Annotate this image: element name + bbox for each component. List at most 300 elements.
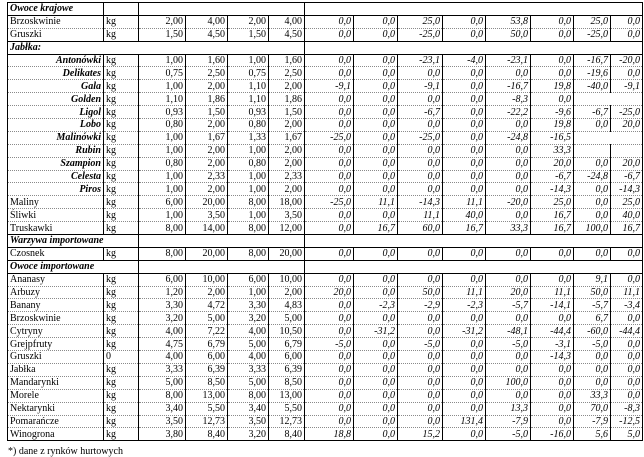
change-cell: -6,7 [531, 170, 574, 183]
change-cell: 16,7 [611, 222, 643, 235]
price-cell: 6,39 [186, 363, 228, 376]
empty-cell [305, 235, 643, 248]
unit-cell [104, 3, 139, 16]
change-cell: 0,0 [305, 15, 354, 28]
product-row [8, 131, 643, 144]
change-cell: 0,0 [354, 389, 398, 402]
price-cell: 12,73 [269, 415, 305, 428]
change-cell: -2,3 [443, 299, 486, 312]
product-row [8, 80, 643, 93]
price-cell: 0,93 [228, 106, 269, 119]
empty-cell [305, 260, 643, 273]
price-cell: 8,40 [269, 428, 305, 441]
unit-cell: kg [104, 222, 139, 235]
change-cell: 0,0 [443, 28, 486, 41]
change-cell: 0,0 [305, 67, 354, 80]
product-row [8, 286, 643, 299]
price-cell: 12,00 [269, 222, 305, 235]
change-cell: 0,0 [486, 363, 531, 376]
change-cell: 0,0 [611, 338, 643, 351]
change-cell: -25,0 [305, 196, 354, 209]
price-cell: 1,00 [139, 170, 186, 183]
product-name-cell: Morele [8, 389, 104, 402]
unit-cell: kg [104, 402, 139, 415]
change-cell: 0,0 [531, 247, 574, 260]
unit-cell: kg [104, 15, 139, 28]
price-cell: 3,33 [228, 363, 269, 376]
change-cell: 0,0 [531, 54, 574, 67]
change-cell: 0,0 [354, 415, 398, 428]
unit-cell: kg [104, 196, 139, 209]
change-cell: 0,0 [531, 402, 574, 415]
change-cell: 0,0 [443, 183, 486, 196]
change-cell: -20,0 [486, 196, 531, 209]
change-cell: 11,1 [398, 209, 443, 222]
price-cell: 4,83 [269, 299, 305, 312]
section-row [8, 41, 643, 54]
change-cell: 0,0 [398, 273, 443, 286]
price-cell: 5,00 [228, 338, 269, 351]
change-cell: 0,0 [443, 363, 486, 376]
change-cell: 0,0 [443, 106, 486, 119]
price-cell: 12,73 [186, 415, 228, 428]
change-cell: 0,0 [443, 376, 486, 389]
price-cell: 8,40 [186, 428, 228, 441]
product-name-cell: Brzoskwinie [8, 312, 104, 325]
unit-cell: kg [104, 299, 139, 312]
change-cell: 0,0 [531, 389, 574, 402]
change-cell: 0,0 [354, 93, 398, 106]
change-cell: 0,0 [398, 183, 443, 196]
unit-cell: kg [104, 325, 139, 338]
footnote: *) dane z rynków hurtowych [8, 446, 123, 457]
product-row [8, 389, 643, 402]
price-cell: 2,00 [186, 80, 228, 93]
price-cell: 8,00 [228, 196, 269, 209]
change-cell: -9,1 [398, 80, 443, 93]
price-cell: 8,00 [139, 247, 186, 260]
change-cell: -31,2 [354, 325, 398, 338]
product-row [8, 338, 643, 351]
change-cell: 0,0 [611, 15, 643, 28]
change-cell: 0,0 [443, 80, 486, 93]
price-cell: 0,75 [228, 67, 269, 80]
product-name-cell: Celesta [8, 170, 104, 183]
change-cell: 0,0 [398, 363, 443, 376]
change-cell: -60,0 [574, 325, 611, 338]
change-cell: -25,0 [398, 131, 443, 144]
unit-cell: kg [104, 376, 139, 389]
change-cell: 0,0 [443, 312, 486, 325]
product-name-cell: Truskawki [8, 222, 104, 235]
change-cell: 0,0 [486, 389, 531, 402]
price-cell: 13,00 [186, 389, 228, 402]
price-cell: 1,86 [186, 93, 228, 106]
change-cell: 11,1 [443, 196, 486, 209]
price-cell: 8,00 [228, 247, 269, 260]
price-cell: 0,80 [139, 119, 186, 132]
change-cell: 0,0 [354, 183, 398, 196]
change-cell: 0,0 [305, 402, 354, 415]
unit-cell: kg [104, 157, 139, 170]
change-cell: 0,0 [305, 389, 354, 402]
change-cell: 0,0 [354, 286, 398, 299]
product-name-cell: Cytryny [8, 325, 104, 338]
unit-cell: kg [104, 389, 139, 402]
change-cell: 11,1 [354, 196, 398, 209]
change-cell: 25,0 [531, 196, 574, 209]
product-row [8, 67, 643, 80]
change-cell: 0,0 [443, 273, 486, 286]
price-cell: 1,50 [186, 106, 228, 119]
change-cell: 33,3 [486, 222, 531, 235]
price-cell: 1,00 [139, 144, 186, 157]
change-cell: 0,0 [354, 28, 398, 41]
change-cell: 0,0 [354, 312, 398, 325]
price-cell: 5,00 [269, 312, 305, 325]
unit-cell: kg [104, 67, 139, 80]
empty-cell [305, 41, 643, 54]
price-cell: 5,00 [228, 376, 269, 389]
change-cell: 0,0 [443, 93, 486, 106]
change-cell: 0,0 [611, 28, 643, 41]
change-cell: 0,0 [398, 376, 443, 389]
price-cell: 3,40 [228, 402, 269, 415]
change-cell: -7,9 [486, 415, 531, 428]
price-cell: 7,22 [186, 325, 228, 338]
change-cell: 0,0 [574, 157, 611, 170]
product-row [8, 183, 643, 196]
change-cell: 40,0 [611, 209, 643, 222]
product-row [8, 222, 643, 235]
change-cell: -14,3 [531, 351, 574, 364]
change-cell: 0,0 [443, 389, 486, 402]
price-cell: 6,00 [228, 273, 269, 286]
change-cell: 100,0 [486, 376, 531, 389]
change-cell: 0,0 [398, 312, 443, 325]
price-cell: 14,00 [186, 222, 228, 235]
price-cell: 1,00 [139, 80, 186, 93]
unit-cell: kg [104, 415, 139, 428]
change-cell: 0,0 [305, 247, 354, 260]
change-cell: 0,0 [611, 389, 643, 402]
unit-cell: kg [104, 54, 139, 67]
product-name-cell: Rubin [8, 144, 104, 157]
change-cell: 0,0 [486, 312, 531, 325]
price-cell: 1,86 [269, 93, 305, 106]
change-cell: -6,7 [574, 106, 611, 119]
price-cell: 1,10 [228, 93, 269, 106]
price-cell: 1,00 [228, 183, 269, 196]
change-cell: 0,0 [305, 312, 354, 325]
change-cell: 60,0 [398, 222, 443, 235]
change-cell: 0,0 [305, 157, 354, 170]
product-name-cell: Gruszki [8, 351, 104, 364]
section-row [8, 260, 643, 273]
change-cell: -16,5 [531, 131, 574, 144]
change-cell: 0,0 [354, 209, 398, 222]
change-cell: 100,0 [574, 222, 611, 235]
change-cell: -5,0 [486, 428, 531, 441]
change-cell: -14,3 [611, 183, 643, 196]
change-cell: 0,0 [574, 196, 611, 209]
unit-cell: kg [104, 183, 139, 196]
price-cell: 4,75 [139, 338, 186, 351]
change-cell: 25,0 [611, 196, 643, 209]
product-name-cell: Delikates [8, 67, 104, 80]
product-row [8, 144, 643, 157]
empty-cell [574, 93, 643, 106]
change-cell: -3,4 [611, 299, 643, 312]
change-cell: 0,0 [443, 157, 486, 170]
price-cell: 1,00 [139, 209, 186, 222]
change-cell: 0,0 [486, 209, 531, 222]
change-cell: 15,2 [398, 428, 443, 441]
change-cell: -7,9 [574, 415, 611, 428]
change-cell: 0,0 [354, 119, 398, 132]
change-cell: 19,8 [531, 119, 574, 132]
change-cell: 0,0 [486, 119, 531, 132]
change-cell: 0,0 [443, 131, 486, 144]
change-cell: 0,0 [305, 28, 354, 41]
price-cell: 0,80 [139, 157, 186, 170]
product-name-cell: Jabłka [8, 363, 104, 376]
product-name-cell: Brzoskwinie [8, 15, 104, 28]
change-cell: 0,0 [354, 428, 398, 441]
price-cell: 1,00 [228, 144, 269, 157]
change-cell: 0,0 [354, 131, 398, 144]
price-cell: 20,00 [186, 247, 228, 260]
product-name-cell: Nektarynki [8, 402, 104, 415]
change-cell: 0,0 [486, 157, 531, 170]
change-cell: 50,0 [398, 286, 443, 299]
price-cell: 2,00 [139, 15, 186, 28]
section-label: Warzywa importowane [8, 235, 139, 248]
unit-cell: kg [104, 106, 139, 119]
change-cell: -6,7 [611, 170, 643, 183]
change-cell: 0,0 [305, 415, 354, 428]
change-cell: -25,0 [305, 131, 354, 144]
change-cell: 0,0 [443, 67, 486, 80]
price-cell: 1,10 [228, 80, 269, 93]
price-cell: 4,00 [139, 351, 186, 364]
unit-cell: kg [104, 170, 139, 183]
change-cell: 16,7 [531, 222, 574, 235]
change-cell: -5,7 [486, 299, 531, 312]
unit-cell: kg [104, 119, 139, 132]
product-name-cell: Szampion [8, 157, 104, 170]
product-name-cell: Banany [8, 299, 104, 312]
unit-cell: kg [104, 338, 139, 351]
unit-cell: 0 [104, 351, 139, 364]
product-name-cell: Antonówki [8, 54, 104, 67]
change-cell: 0,0 [531, 15, 574, 28]
product-name-cell: Mandarynki [8, 376, 104, 389]
change-cell: 0,0 [398, 93, 443, 106]
price-cell: 8,50 [186, 376, 228, 389]
price-cell: 2,00 [269, 286, 305, 299]
product-row [8, 273, 643, 286]
empty-cell [574, 131, 643, 144]
price-cell: 4,00 [139, 325, 186, 338]
change-cell: -2,3 [354, 299, 398, 312]
unit-cell: kg [104, 131, 139, 144]
change-cell: 0,0 [531, 273, 574, 286]
price-cell: 8,00 [139, 389, 186, 402]
product-name-cell: Maliny [8, 196, 104, 209]
change-cell: 0,0 [305, 376, 354, 389]
change-cell: 0,0 [354, 144, 398, 157]
price-cell: 2,00 [269, 80, 305, 93]
price-cell: 0,80 [228, 119, 269, 132]
change-cell: 0,0 [305, 93, 354, 106]
price-cell: 6,00 [269, 351, 305, 364]
change-cell: 131,4 [443, 415, 486, 428]
section-label: Owoce krajowe [8, 3, 104, 16]
change-cell: 0,0 [611, 376, 643, 389]
change-cell: 0,0 [398, 389, 443, 402]
change-cell: 0,0 [443, 144, 486, 157]
product-row [8, 325, 643, 338]
change-cell: -25,0 [398, 28, 443, 41]
change-cell: 0,0 [611, 312, 643, 325]
change-cell: 0,0 [354, 376, 398, 389]
change-cell: 0,0 [611, 247, 643, 260]
product-row [8, 402, 643, 415]
unit-cell: kg [104, 80, 139, 93]
change-cell: 0,0 [486, 183, 531, 196]
change-cell: -5,0 [574, 338, 611, 351]
change-cell: -2,9 [398, 299, 443, 312]
change-cell: 0,0 [305, 363, 354, 376]
price-cell: 2,00 [269, 157, 305, 170]
change-cell: 0,0 [611, 363, 643, 376]
change-cell: -44,4 [531, 325, 574, 338]
product-row [8, 157, 643, 170]
change-cell: -48,1 [486, 325, 531, 338]
change-cell: -8,3 [611, 402, 643, 415]
product-row [8, 15, 643, 28]
price-cell: 3,50 [228, 415, 269, 428]
price-cell: 3,50 [139, 415, 186, 428]
change-cell: 0,0 [486, 144, 531, 157]
product-row [8, 312, 643, 325]
empty-cell [305, 3, 643, 16]
change-cell: 0,0 [574, 119, 611, 132]
change-cell: 0,0 [354, 157, 398, 170]
product-name-cell: Pomarańcze [8, 415, 104, 428]
change-cell: -5,0 [305, 338, 354, 351]
section-label: Jabłka: [8, 41, 305, 54]
change-cell: 0,0 [354, 80, 398, 93]
empty-cell [139, 235, 305, 248]
price-cell: 3,30 [228, 299, 269, 312]
change-cell: 0,0 [443, 247, 486, 260]
price-cell: 3,33 [139, 363, 186, 376]
price-cell: 10,00 [269, 273, 305, 286]
price-cell: 2,00 [186, 119, 228, 132]
price-cell: 0,93 [139, 106, 186, 119]
change-cell: -25,0 [611, 106, 643, 119]
price-cell: 3,80 [139, 428, 186, 441]
change-cell: 0,0 [398, 351, 443, 364]
unit-cell: kg [104, 93, 139, 106]
price-cell: 8,00 [139, 222, 186, 235]
change-cell: 0,0 [305, 273, 354, 286]
change-cell [574, 144, 611, 157]
change-cell: -16,7 [486, 80, 531, 93]
change-cell: 0,0 [574, 183, 611, 196]
change-cell: 0,0 [486, 67, 531, 80]
change-cell: 50,0 [486, 28, 531, 41]
change-cell: 0,0 [531, 67, 574, 80]
unit-cell: kg [104, 273, 139, 286]
price-cell: 1,00 [139, 54, 186, 67]
product-row [8, 119, 643, 132]
price-cell: 1,67 [269, 131, 305, 144]
change-cell: -3,1 [531, 338, 574, 351]
change-cell: 6,7 [574, 312, 611, 325]
change-cell: 53,8 [486, 15, 531, 28]
price-cell: 3,20 [228, 312, 269, 325]
change-cell: 5,0 [611, 428, 643, 441]
change-cell: 0,0 [398, 67, 443, 80]
price-cell: 6,00 [186, 351, 228, 364]
change-cell: 0,0 [443, 351, 486, 364]
change-cell: 0,0 [354, 106, 398, 119]
price-cell: 8,50 [269, 376, 305, 389]
change-cell: 0,0 [486, 351, 531, 364]
change-cell: 50,0 [574, 286, 611, 299]
change-cell: 0,0 [354, 338, 398, 351]
price-cell: 4,72 [186, 299, 228, 312]
price-cell: 1,00 [228, 54, 269, 67]
price-cell: 1,00 [139, 131, 186, 144]
price-cell: 18,00 [269, 196, 305, 209]
change-cell: 18,8 [305, 428, 354, 441]
price-cell: 1,33 [228, 131, 269, 144]
price-cell: 6,00 [139, 196, 186, 209]
price-cell: 3,30 [139, 299, 186, 312]
product-row [8, 415, 643, 428]
change-cell: 0,0 [305, 54, 354, 67]
product-row [8, 106, 643, 119]
price-cell: 2,00 [269, 183, 305, 196]
change-cell: 0,0 [531, 93, 574, 106]
product-name-cell: Piros [8, 183, 104, 196]
unit-cell: kg [104, 247, 139, 260]
change-cell: 0,0 [486, 273, 531, 286]
price-cell: 1,20 [139, 286, 186, 299]
price-cell: 2,33 [269, 170, 305, 183]
price-cell: 10,00 [186, 273, 228, 286]
change-cell: 0,0 [354, 402, 398, 415]
unit-cell: kg [104, 144, 139, 157]
price-cell: 1,67 [186, 131, 228, 144]
product-name-cell: Gruszki [8, 28, 104, 41]
change-cell: 0,0 [305, 183, 354, 196]
change-cell: 0,0 [398, 415, 443, 428]
change-cell: -9,1 [305, 80, 354, 93]
change-cell: 0,0 [443, 402, 486, 415]
product-row [8, 376, 643, 389]
change-cell: -9,1 [611, 80, 643, 93]
price-cell: 2,50 [186, 67, 228, 80]
change-cell: -14,3 [531, 183, 574, 196]
change-cell: -23,1 [486, 54, 531, 67]
price-table-body [8, 3, 643, 441]
change-cell: 0,0 [574, 363, 611, 376]
